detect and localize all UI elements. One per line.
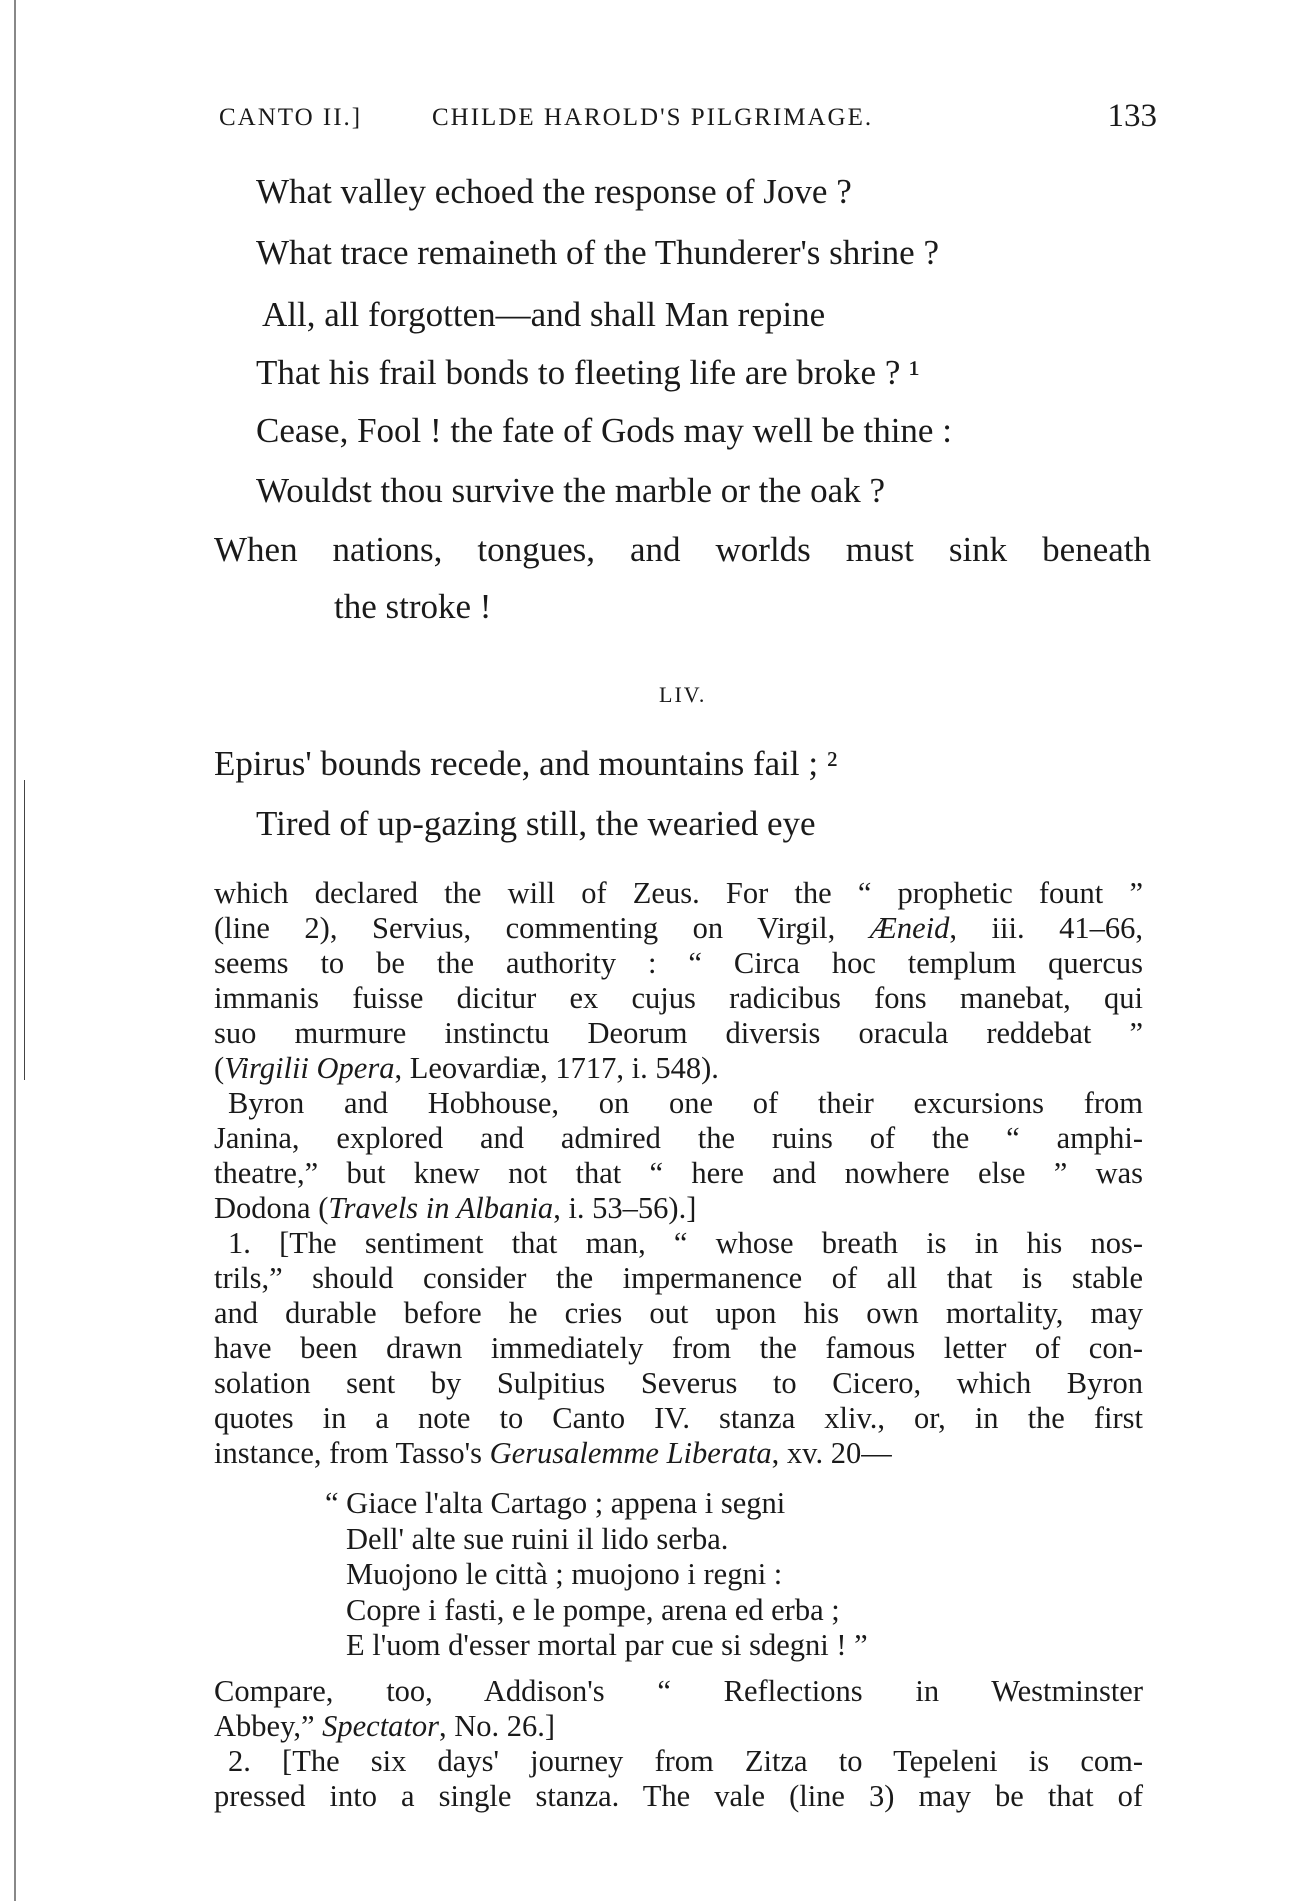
italic-title: Spectator (322, 1709, 440, 1743)
scan-edge-line (24, 780, 25, 1080)
verse-line: When nations, tongues, and worlds must sink beneath (214, 530, 1151, 569)
footnote-text: , No. 26.] (439, 1709, 556, 1743)
footnote-text: , iii. 41–66, (949, 911, 1143, 945)
quoted-poem-line: Muojono le città ; muojono i regni : (346, 1557, 783, 1591)
footnote-text: , xv. 20— (771, 1436, 892, 1470)
footnote-line (214, 1191, 1143, 1226)
italic-title: Virgilii Opera (224, 1051, 395, 1085)
scan-edge-line (14, 0, 16, 1901)
footnote-line (214, 1709, 1143, 1744)
footnote-text: and durable before he cries out upon his own mortality, may (214, 1296, 1143, 1330)
footnote-text: Janina, explored and admired the ruins of the “ amphi- (214, 1121, 1143, 1155)
verse-line: What trace remaineth of the Thunderer's shrine ? (256, 233, 939, 272)
footnote-line (214, 1779, 1143, 1814)
footnote-line (214, 1674, 1143, 1709)
footnote-text: 1. [The sentiment that man, “ whose breath is in his nos- (228, 1226, 1143, 1260)
footnote-text: 2. [The six days' journey from Zitza to Tepeleni is com- (228, 1744, 1143, 1778)
footnote-text: which declared the will of Zeus. For the “ prophetic fount ” (214, 876, 1143, 910)
footnote-text: solation sent by Sulpitius Severus to Cicero, which Byron (214, 1366, 1143, 1400)
footnote-line (214, 1331, 1143, 1366)
footnote-text: Dodona ( (214, 1191, 329, 1225)
footnote-text: ( (214, 1051, 225, 1085)
footnote-text: Compare, too, Addison's “ Reflections in Westminster (214, 1674, 1143, 1708)
quoted-poem-line: E l'uom d'esser mortal par cue si sdegni ! ” (346, 1628, 868, 1662)
stanza-number: LIV. (659, 682, 707, 707)
footnote-text: have been drawn immediately from the famous letter of con- (214, 1331, 1143, 1365)
verse-line: Wouldst thou survive the marble or the oak ? (256, 471, 885, 510)
footnote-text: (line 2), Servius, commenting on Virgil, (214, 911, 870, 945)
stanza-line: Epirus' bounds recede, and mountains fail ; ² (214, 744, 838, 783)
quoted-poem-line: Copre i fasti, e le pompe, arena ed erba ; (346, 1592, 840, 1627)
footnote-line (228, 1086, 1143, 1121)
footnote-text: Byron and Hobhouse, on one of their excursions from (228, 1086, 1143, 1120)
italic-title: Gerusalemme Liberata (489, 1436, 772, 1470)
footnote-text: theatre,” but knew not that “ here and nowhere else ” was (214, 1156, 1143, 1190)
running-head-canto: CANTO II.] (219, 104, 363, 131)
quoted-poem-line: Dell' alte sue ruini il lido serba. (346, 1521, 729, 1556)
verse-line: the stroke ! (334, 587, 492, 626)
footnote-line (214, 876, 1143, 911)
footnote-text: trils,” should consider the impermanence of all that is stable (214, 1261, 1143, 1295)
italic-title: Æneid (869, 911, 950, 945)
page-number: 133 (1107, 98, 1157, 134)
footnote-text: , Leovardiæ, 1717, i. 548). (394, 1051, 719, 1085)
footnote-line (214, 1156, 1143, 1191)
quoted-poem-line: “ Giace l'alta Cartago ; appena i segni (325, 1486, 786, 1520)
footnote-text: suo murmure instinctu Deorum diversis oracula reddebat ” (214, 1016, 1143, 1050)
footnote-line (214, 911, 1143, 946)
verse-line: Cease, Fool ! the fate of Gods may well be thine : (256, 411, 952, 450)
footnote-line (228, 1744, 1143, 1779)
footnote-line (214, 1436, 1143, 1471)
footnote-line (214, 1296, 1143, 1331)
footnote-text: pressed into a single stanza. The vale (line 3) may be that of (214, 1779, 1143, 1813)
footnote-text: immanis fuisse dicitur ex cujus radicibus fons manebat, qui (214, 981, 1143, 1015)
verse-line: That his frail bonds to fleeting life are broke ? ¹ (256, 353, 920, 392)
footnote-line (214, 946, 1143, 981)
footnote-line (214, 1366, 1143, 1401)
running-head-title: CHILDE HAROLD'S PILGRIMAGE. (432, 104, 874, 131)
footnote-line (214, 1121, 1143, 1156)
verse-line: What valley echoed the response of Jove ? (256, 172, 852, 211)
footnote-text: seems to be the authority : “ Circa hoc templum quercus (214, 946, 1143, 980)
verse-line: All, all forgotten—and shall Man repine (262, 295, 826, 334)
footnote-text: , i. 53–56).] (553, 1191, 697, 1225)
footnote-line (214, 1261, 1143, 1296)
footnote-text: instance, from Tasso's (214, 1436, 490, 1470)
footnote-text: quotes in a note to Canto IV. stanza xliv., or, in the first (214, 1401, 1143, 1435)
footnote-line (214, 1051, 1143, 1086)
stanza-line: Tired of up-gazing still, the wearied eye (256, 804, 816, 843)
footnote-line (214, 1401, 1143, 1436)
footnote-text: Abbey,” (214, 1709, 323, 1743)
footnote-line (214, 981, 1143, 1016)
footnote-line (214, 1016, 1143, 1051)
footnote-line (228, 1226, 1143, 1261)
italic-title: Travels in Albania (328, 1191, 554, 1225)
